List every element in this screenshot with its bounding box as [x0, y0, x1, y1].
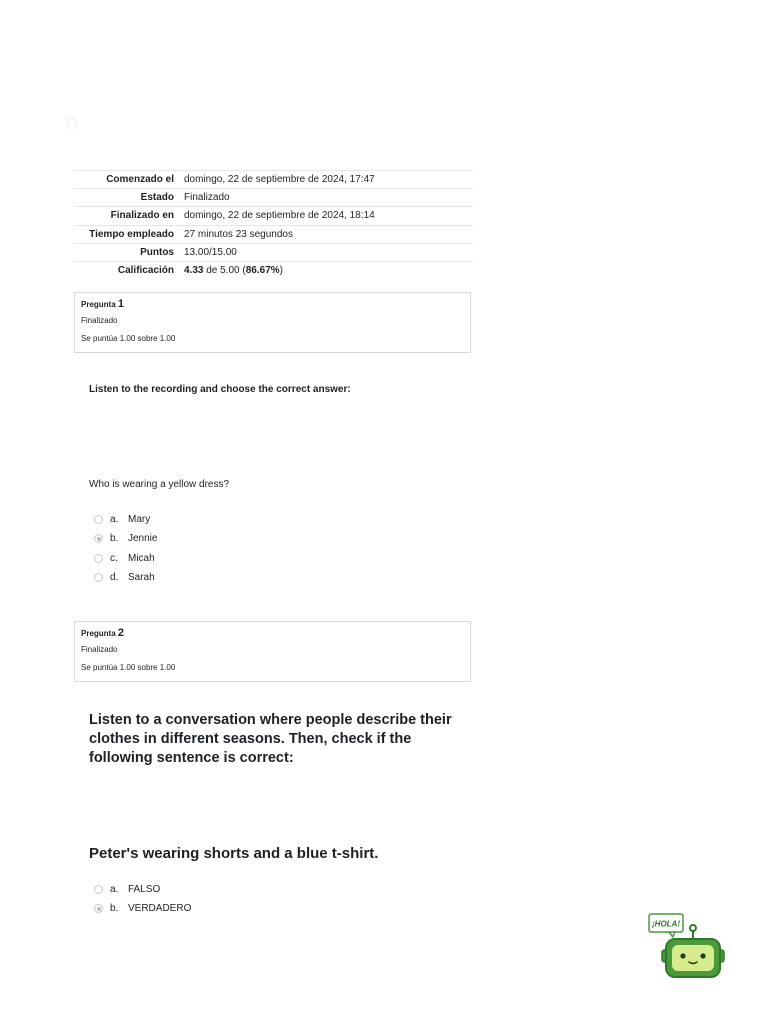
question-state: Finalizado	[81, 645, 118, 654]
answer-option-b[interactable]	[94, 529, 157, 548]
answer-option-d[interactable]	[94, 568, 157, 587]
radio-button-selected[interactable]	[94, 534, 103, 543]
question-number-value: 1	[117, 298, 125, 310]
answer-letter: b.	[110, 533, 119, 545]
answer-letter: a.	[110, 884, 119, 896]
answer-letter: b.	[110, 903, 119, 915]
answer-option-c[interactable]	[94, 549, 157, 568]
answer-list	[94, 510, 157, 587]
question-info-box	[74, 621, 471, 682]
answer-letter: a.	[110, 514, 119, 526]
question-label: Pregunta	[81, 300, 116, 309]
answer-label: Micah	[128, 552, 155, 564]
summary-value: 13.00/15.00	[184, 246, 237, 258]
summary-label: Estado	[140, 192, 174, 204]
robot-assistant-icon[interactable]	[645, 912, 727, 982]
radio-button-selected[interactable]	[94, 904, 103, 913]
answer-label: Jennie	[128, 533, 158, 545]
summary-row-time-taken	[74, 225, 473, 243]
attempt-summary-table	[74, 170, 473, 280]
answer-label: FALSO	[128, 884, 161, 896]
greeting-text: ¡HOLA!	[652, 919, 680, 929]
summary-label: Comenzado el	[106, 174, 174, 186]
summary-label: Calificación	[117, 265, 174, 277]
grade-value	[180, 261, 473, 279]
summary-label: Finalizado en	[110, 210, 174, 222]
summary-value: Finalizado	[184, 192, 230, 204]
summary-value: domingo, 22 de septiembre de 2024, 17:47	[184, 174, 375, 186]
question-state: Finalizado	[81, 316, 118, 325]
summary-row-finished	[74, 207, 473, 225]
summary-row-points	[74, 243, 473, 261]
question-prompt: Listen to the recording and choose the correct answer:	[89, 384, 351, 395]
summary-row-started	[74, 171, 473, 189]
summary-label: Puntos	[140, 246, 174, 258]
question-info-box	[74, 292, 471, 353]
grade-close: )	[279, 265, 283, 277]
grade-score: 4.33	[184, 265, 204, 277]
question-text: Peter's wearing shorts and a blue t-shirt.	[89, 845, 379, 862]
summary-value: 27 minutos 23 segundos	[184, 228, 293, 240]
answer-option-b[interactable]	[94, 899, 191, 918]
radio-button[interactable]	[94, 515, 103, 524]
radio-button[interactable]	[94, 573, 103, 582]
question-number	[81, 627, 464, 639]
question-grade: Se puntúa 1.00 sobre 1.00	[81, 663, 176, 672]
answer-letter: c.	[110, 552, 118, 564]
grade-out-of: de 5.00 (	[203, 265, 246, 277]
answer-label: VERDADERO	[128, 903, 192, 915]
question-number	[81, 298, 464, 310]
question-number-value: 2	[117, 627, 125, 639]
radio-button[interactable]	[94, 885, 103, 894]
summary-row-state	[74, 189, 473, 207]
answer-label: Mary	[128, 514, 151, 526]
answer-letter: d.	[110, 572, 119, 584]
answer-list	[94, 880, 191, 919]
question-grade: Se puntúa 1.00 sobre 1.00	[81, 334, 176, 343]
question-prompt: Listen to a conversation where people describe their clothes in different seasons. Then, check if the following sentence is correct:	[89, 712, 452, 766]
faint-document-icon	[67, 117, 77, 129]
answer-option-a[interactable]	[94, 510, 157, 529]
grade-percent: 86.67%	[245, 265, 280, 277]
question-label: Pregunta	[81, 629, 116, 638]
summary-value: domingo, 22 de septiembre de 2024, 18:14	[184, 210, 375, 222]
radio-button[interactable]	[94, 554, 103, 563]
summary-label: Tiempo empleado	[89, 228, 174, 240]
answer-label: Sarah	[128, 572, 155, 584]
question-text: Who is wearing a yellow dress?	[89, 479, 230, 490]
answer-option-a[interactable]	[94, 880, 191, 899]
summary-row-grade	[74, 261, 473, 279]
